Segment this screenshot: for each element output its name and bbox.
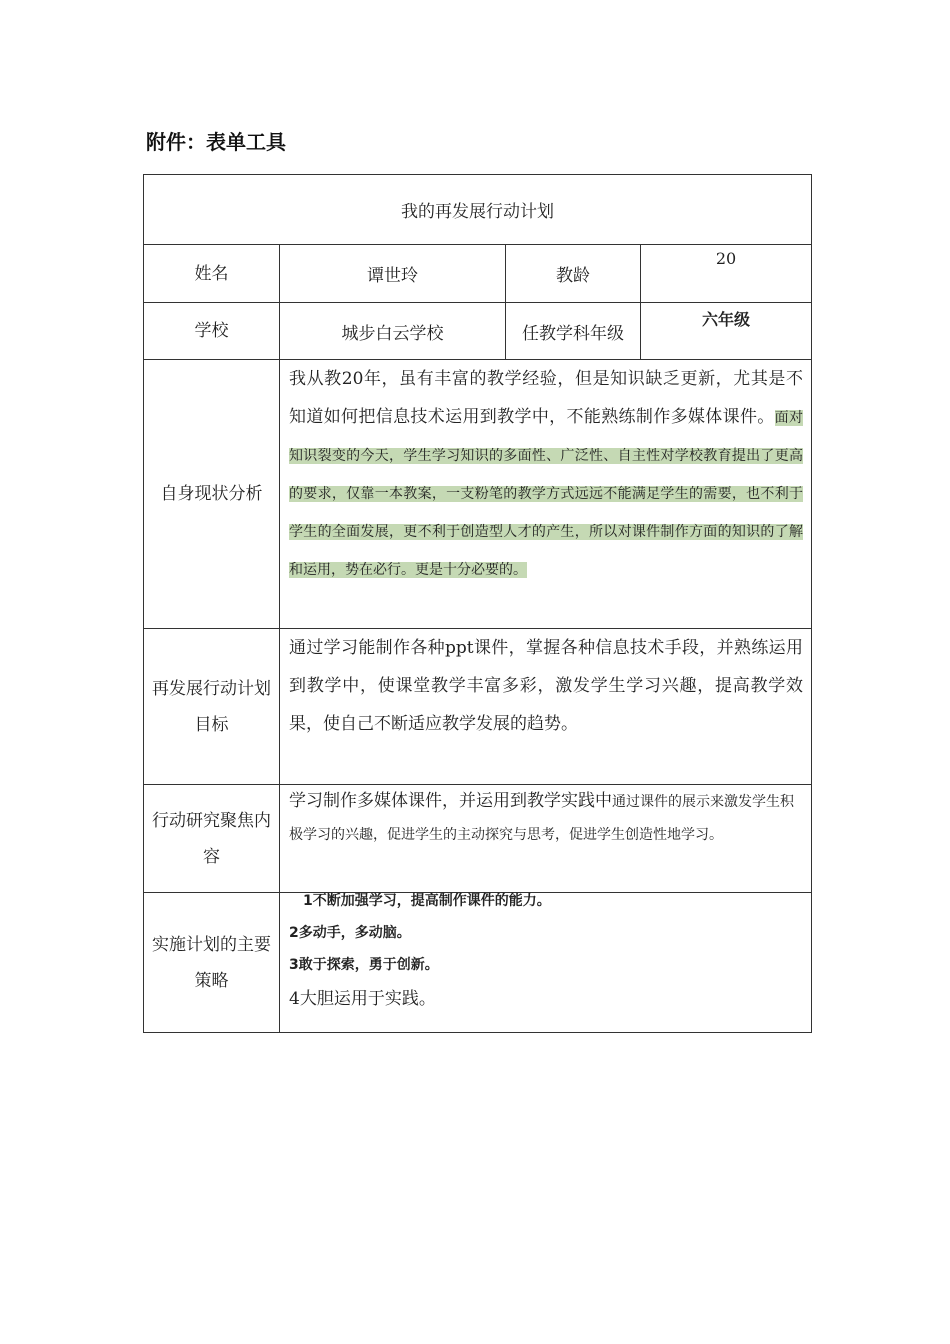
goal-label: 再发展行动计划目标 bbox=[144, 629, 280, 785]
focus-content bbox=[280, 785, 812, 893]
teaching-years-value: 20 bbox=[641, 245, 812, 303]
analysis-label: 自身现状分析 bbox=[144, 360, 280, 629]
goal-text: 通过学习能制作各种ppt课件，掌握各种信息技术手段，并熟练运用到教学中，使课堂教学丰富多彩，激发学生学习兴趣，提高教学效果，使自己不断适应教学发展的趋势。 bbox=[289, 638, 803, 734]
focus-text-main: 学习制作多媒体课件，并运用到教学实践中 bbox=[289, 791, 612, 811]
page-heading: 附件：表单工具 bbox=[146, 130, 286, 154]
focus-label: 行动研究聚焦内容 bbox=[144, 785, 280, 893]
teaching-years-label: 教龄 bbox=[506, 245, 641, 303]
subject-grade-value: 六年级 bbox=[641, 303, 812, 360]
analysis-text-plain: 我从教20年，虽有丰富的教学经验，但是知识缺乏更新，尤其是不知道如何把信息技术运用到教学中，不能熟练制作多媒体课件。 bbox=[289, 369, 803, 427]
focus-text bbox=[289, 785, 803, 852]
strategy-label: 实施计划的主要策略 bbox=[144, 893, 280, 1033]
analysis-content bbox=[280, 360, 812, 629]
strategy-item: 3敢于探索，勇于创新。 bbox=[289, 957, 439, 973]
school-label: 学校 bbox=[144, 303, 280, 360]
school-value: 城步白云学校 bbox=[280, 303, 506, 360]
strategy-item: 2多动手，多动脑。 bbox=[289, 925, 411, 941]
name-value: 谭世玲 bbox=[280, 245, 506, 303]
strategy-item: 4大胆运用于实践。 bbox=[289, 989, 436, 1009]
action-plan-table bbox=[143, 174, 812, 1033]
table-title: 我的再发展行动计划 bbox=[144, 175, 812, 245]
strategy-content bbox=[280, 893, 812, 1033]
analysis-text-highlighted: 面对知识裂变的今天，学生学习知识的多面性、广泛性、自主性对学校教育提出了更高的要求，仅靠一本教案，一支粉笔的教学方式远远不能满足学生的需要，也不利于学生的全面发展，更不利于创造型人才的产生，所以对课件制作方面的知识的了解和运用，势在必行。更是十分必要的。 bbox=[289, 410, 804, 578]
strategy-item: 1不断加强学习，提高制作课件的能力。 bbox=[303, 893, 551, 909]
goal-content bbox=[280, 629, 812, 785]
subject-grade-label: 任教学科年级 bbox=[506, 303, 641, 360]
focus-text-detail: 通过课件的展示来激发学生积极学习的兴趣，促进学生的主动探究与思考，促进学生创造性地学习。 bbox=[289, 794, 794, 843]
name-label: 姓名 bbox=[144, 245, 280, 303]
analysis-text bbox=[289, 360, 803, 588]
